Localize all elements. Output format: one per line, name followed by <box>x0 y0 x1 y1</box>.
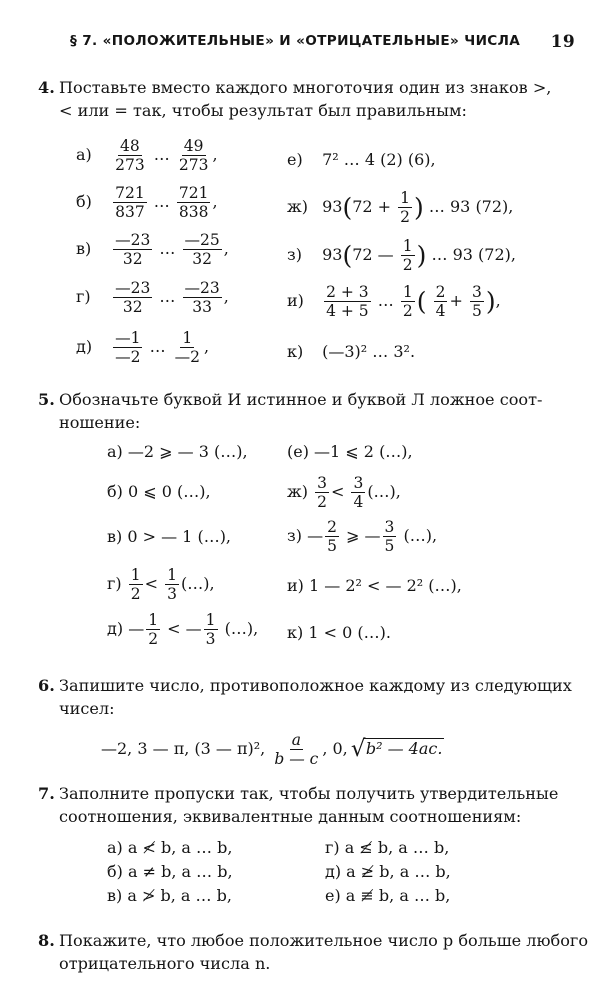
ellipsis: … <box>159 287 176 306</box>
fraction: $\frac{1}{2}$ <box>402 237 413 274</box>
fraction: $\frac{1}{2}$ <box>402 283 413 320</box>
fraction: $\frac{3}{5}$ <box>384 518 395 555</box>
number: 93 <box>322 245 343 264</box>
p5-a: а) —2 ⩾ — 3 (…), <box>107 442 248 461</box>
item-label: и) <box>287 291 304 310</box>
fraction: $\frac{3}{5}$ <box>471 283 482 320</box>
p7-b: б) a ≠ b, a … b, <box>107 862 233 881</box>
item-label: а) <box>76 145 92 164</box>
problem-text-line: чисел: <box>59 699 115 718</box>
fraction: $\frac{1}{2}$ <box>400 189 411 226</box>
ellipsis: … <box>153 192 170 211</box>
p7-g: г) a ≰ b, a … b, <box>325 838 450 857</box>
p5-b: б) 0 ⩽ 0 (…), <box>107 482 211 501</box>
ellipsis: … <box>153 145 170 164</box>
p4-zh: ж) 93(72 + $\frac{1}{2}$ ) … 93 (72), <box>287 189 514 226</box>
ellipsis: … <box>159 239 176 258</box>
problem-7 <box>38 782 558 828</box>
fraction: $\frac{1}{3}$ <box>167 566 177 603</box>
expression: 7² … 4 (2) (6), <box>322 150 436 169</box>
item-label: д) <box>76 337 93 356</box>
p5-g: г) $\frac{1}{2}$ < $\frac{1}{3}$ (…), <box>107 566 215 603</box>
problem-number: 6. <box>38 676 55 695</box>
item-label: з) <box>287 245 302 264</box>
p5-d: д) — $\frac{1}{2}$ < — $\frac{1}{3}$ (…), <box>107 611 259 648</box>
fraction: $\frac{48}{273}$ <box>115 137 145 174</box>
expression: 72 + <box>352 197 392 216</box>
fraction: $\frac{—25}{32}$ <box>184 231 220 268</box>
p6-expression-row: —2, 3 — π, (3 — π)², $\frac{a}{b — c}$ , 0, √ b² — 4ac. <box>101 731 443 768</box>
p7-d: д) a ≱ b, a … b, <box>325 862 451 881</box>
p7-v: в) a ≯ b, a … b, <box>107 886 232 905</box>
problem-4 <box>38 76 551 122</box>
fraction: $\frac{2}{4}$ <box>435 283 446 320</box>
expression: —2, 3 — π, (3 — π)², <box>101 739 266 758</box>
fraction: $\frac{3}{4}$ <box>353 474 364 511</box>
expression: 72 — <box>352 245 394 264</box>
fraction: $\frac{2 + 3}{4 + 5}$ <box>326 283 369 320</box>
expression: … 93 (72), <box>431 245 516 264</box>
fraction: $\frac{—23}{32}$ <box>115 231 151 268</box>
p5-i: и) 1 — 2² < — 2² (…), <box>287 576 462 595</box>
p4-g: г) $\frac{—23}{32}$ … $\frac{—23}{33}$ , <box>76 279 229 316</box>
p5-k: к) 1 < 0 (…). <box>287 623 391 642</box>
p4-a: а) $\frac{48}{273}$ … $\frac{49}{273}$ , <box>76 137 218 174</box>
problem-number: 7. <box>38 784 55 803</box>
fraction: $\frac{—23}{32}$ <box>115 279 151 316</box>
fraction: $\frac{2}{5}$ <box>327 518 337 555</box>
p4-e <box>287 150 436 169</box>
number: 93 <box>322 197 343 216</box>
square-root: √ b² — 4ac. <box>350 736 443 762</box>
ellipsis: … <box>149 337 166 356</box>
p4-d: д) $\frac{—1}{—2}$ … $\frac{1}{—2}$ , <box>76 329 210 366</box>
fraction: $\frac{1}{—2}$ <box>174 329 201 366</box>
problem-text-line: Поставьте вместо каждого многоточия один из знаков >, <box>59 78 552 97</box>
page-number: 19 <box>550 32 575 52</box>
p4-b: б) $\frac{721}{837}$ … $\frac{721}{838}$ , <box>76 184 218 221</box>
fraction: $\frac{3}{2}$ <box>317 474 327 511</box>
fraction: $\frac{49}{273}$ <box>178 137 209 174</box>
p5-zh: ж) $\frac{3}{2}$ < $\frac{3}{4}$ (…), <box>287 474 401 511</box>
item-label: б) <box>76 192 92 211</box>
fraction: $\frac{1}{3}$ <box>205 611 216 648</box>
page-header <box>70 33 575 55</box>
p7-e: е) a ≢ b, a … b, <box>325 886 451 905</box>
item-label: к) <box>287 342 304 361</box>
ellipsis: … <box>377 291 394 310</box>
problem-5 <box>38 388 542 434</box>
problem-number: 5. <box>38 390 55 409</box>
problem-text-line: Заполните пропуски так, чтобы получить утвердительные <box>59 784 559 803</box>
problem-text-line: Запишите число, противоположное каждому из следующих <box>59 676 572 695</box>
fraction: $\frac{a}{b — c}$ <box>274 731 319 768</box>
problem-6 <box>38 674 572 720</box>
problem-text-line: Покажите, что любое положительное число p больше любого <box>59 931 589 950</box>
p5-z: з) — $\frac{2}{5}$ ⩾ — $\frac{3}{5}$ (…), <box>287 518 438 555</box>
fraction: $\frac{721}{837}$ <box>115 184 145 221</box>
problem-text-line: ношение: <box>59 413 141 432</box>
problem-text-line: отрицательного числа n. <box>59 954 271 973</box>
problem-8 <box>38 929 588 975</box>
p4-z: з) 93(72 — $\frac{1}{2}$ ) … 93 (72), <box>287 237 516 274</box>
item-label: ж) <box>287 197 308 216</box>
section-title: § 7. «ПОЛОЖИТЕЛЬНЫЕ» И «ОТРИЦАТЕЛЬНЫЕ» ЧИСЛА <box>70 33 521 49</box>
p4-i: и) $\frac{2 + 3}{4 + 5}$ … $\frac{1}{2}$ ( $\frac{2}{4}$ + $\frac{3}{5}$ ), <box>287 283 501 320</box>
p5-v: в) 0 > — 1 (…), <box>107 527 232 546</box>
p5-e: (е) —1 ⩽ 2 (…), <box>287 442 413 461</box>
expression: … 93 (72), <box>428 197 514 216</box>
expression: (—3)² … 3². <box>322 342 416 361</box>
fraction: $\frac{—1}{—2}$ <box>115 329 141 366</box>
problem-text-line: Обозначьте буквой И истинное и буквой Л ложное соот- <box>59 390 543 409</box>
fraction: $\frac{1}{2}$ <box>130 566 141 603</box>
item-label: г) <box>76 287 91 306</box>
item-label: в) <box>76 239 92 258</box>
fraction: $\frac{—23}{33}$ <box>184 279 220 316</box>
problem-number: 4. <box>38 78 55 97</box>
p4-k <box>287 342 415 361</box>
p4-v: в) $\frac{—23}{32}$ … $\frac{—25}{32}$ , <box>76 231 229 268</box>
fraction: $\frac{721}{838}$ <box>178 184 209 221</box>
problem-number: 8. <box>38 931 55 950</box>
fraction: $\frac{1}{2}$ <box>148 611 159 648</box>
problem-text-line: < или = так, чтобы результат был правильным: <box>59 101 467 120</box>
p7-a: а) a ≮ b, a … b, <box>107 838 233 857</box>
problem-text-line: соотношения, эквивалентные данным соотношениям: <box>59 807 522 826</box>
item-label: е) <box>287 150 303 169</box>
